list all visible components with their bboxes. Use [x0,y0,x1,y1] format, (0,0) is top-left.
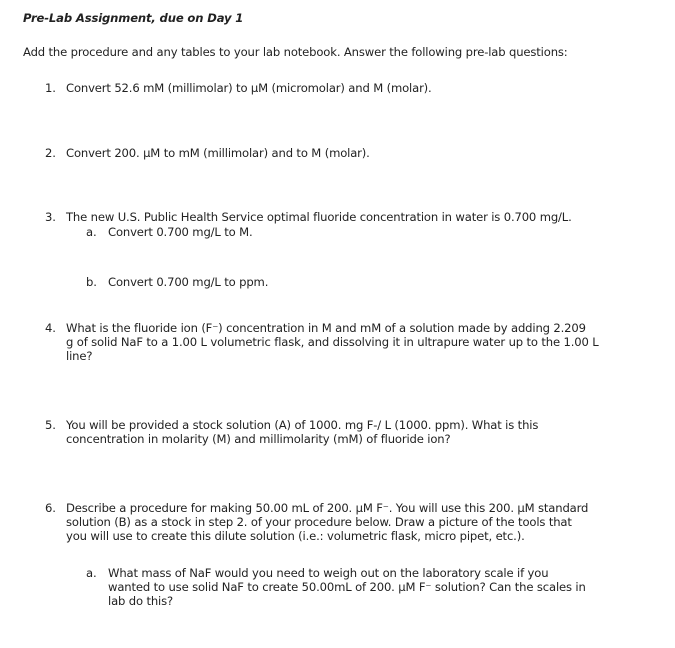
question-text: concentration in molarity (M) and millimolarity (mM) of fluoride ion? [66,432,451,446]
question-text: solution (B) as a stock in step 2. of your procedure below. Draw a picture of the tools that [66,515,572,529]
subquestion-number: b. [86,275,97,289]
question-number: 4. [45,321,56,335]
question-text: g of solid NaF to a 1.00 L volumetric flask, and dissolving it in ultrapure water up to the 1.00 L [66,335,599,349]
question-number: 5. [45,418,56,432]
question-text: You will be provided a stock solution (A) of 1000. mg F-/ L (1000. ppm). What is this [66,418,539,432]
intro-text: Add the procedure and any tables to your lab notebook. Answer the following pre-lab questions: [23,45,568,59]
subquestion-text: lab do this? [108,594,174,608]
question-text: line? [66,349,93,363]
page-title: Pre-Lab Assignment, due on Day 1 [23,11,244,25]
subquestion-text: wanted to use solid NaF to create 50.00mL of 200. µM F⁻ solution? Can the scales in [108,580,586,594]
question-text: Convert 52.6 mM (millimolar) to µM (micromolar) and M (molar). [66,81,432,95]
subquestion-number: a. [86,566,97,580]
question-text: The new U.S. Public Health Service optimal fluoride concentration in water is 0.700 mg/L. [66,210,572,224]
question-number: 2. [45,146,56,160]
subquestion-text: Convert 0.700 mg/L to M. [108,225,253,239]
subquestion-number: a. [86,225,97,239]
question-number: 1. [45,81,56,95]
subquestion-text: What mass of NaF would you need to weigh out on the laboratory scale if you [108,566,549,580]
question-number: 6. [45,501,56,515]
question-text: What is the fluoride ion (F⁻) concentration in M and mM of a solution made by adding 2.209 [66,321,586,335]
subquestion-text: Convert 0.700 mg/L to ppm. [108,275,269,289]
question-text: Describe a procedure for making 50.00 mL of 200. µM F⁻. You will use this 200. µM standard [66,501,589,515]
question-text: Convert 200. µM to mM (millimolar) and to M (molar). [66,146,370,160]
question-number: 3. [45,210,56,224]
question-text: you will use to create this dilute solution (i.e.: volumetric flask, micro pipet, etc.). [66,529,525,543]
